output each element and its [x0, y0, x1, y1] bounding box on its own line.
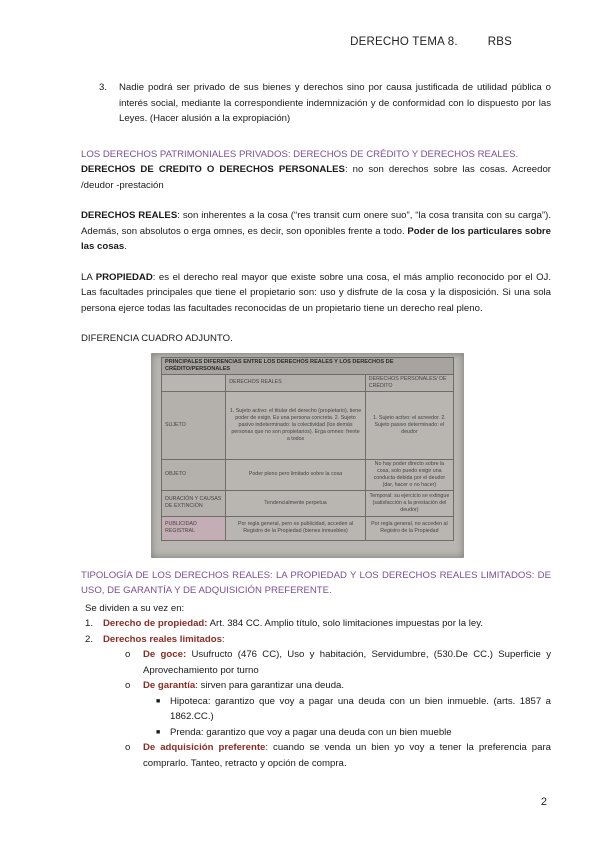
table-cell: No hay poder directo sobre la cosa, solo puedo exigir una conducta debida por el deudor (dar, hacer o no hacer)	[365, 459, 453, 490]
table-cell: 1. Sujeto activo: el titular del derecho (propietario), tiene poder de exigir. Es una persona concreta. 2. Sujeto pasivo indeterminado: la colectividad (los demás personas que no son propietarios). Erga omnes: frente a todos	[226, 391, 366, 459]
term-derechos-credito: DERECHOS DE CREDITO O DERECHOS PERSONALES	[81, 164, 345, 175]
text-adquisicion: : cuando se venda un bien yo voy a tener la preferencia para comprarlo. Tanteo, retracto y opción de compra.	[143, 742, 551, 769]
page-number: 2	[540, 796, 547, 808]
subsublist-item-hipoteca	[156, 694, 551, 725]
term-derechos-limitados: Derechos reales limitados	[103, 633, 222, 645]
comparison-table	[161, 357, 454, 541]
diferencia-label: DIFERENCIA CUADRO ADJUNTO.	[81, 333, 233, 344]
colon: :	[221, 633, 225, 645]
square-bullet-icon: ■	[156, 697, 161, 705]
text-garantia: : sirven para garantizar una deuda.	[195, 680, 345, 691]
term-goce: De goce:	[143, 649, 187, 660]
def-derechos-reales: : son inherentes a la cosa (“res transit cum onere suo”, “la cosa transita con su carga”). Además, son absolutos o erga omnes, es decir, son oponibles frente a todo.	[81, 210, 551, 237]
paragraph-derechos-credito	[81, 162, 551, 193]
sublist-item-goce	[125, 647, 551, 678]
list-item-derecho-propiedad	[85, 616, 551, 632]
term-derechos-reales: DERECHOS REALES	[81, 210, 178, 221]
table-col-header-real: DERECHOS REALES	[226, 374, 366, 391]
square-bullet-icon: ■	[156, 728, 161, 736]
def-derechos-credito: : no son derechos sobre las cosas. Acreedor /deudor -prestación	[81, 164, 551, 191]
text-derecho-propiedad: Art. 384 CC. Amplio título, solo limitaciones impuestas por la ley.	[207, 618, 483, 629]
table-cell: Por regla general, no acceden al Registro de la Propiedad	[365, 516, 453, 540]
paragraph-propiedad	[81, 270, 551, 317]
circle-bullet-icon: o	[125, 649, 131, 660]
text-hipoteca: Hipoteca: garantizo que voy a pagar una deuda con un bien inmueble. (arts. 1857 a 1862.CC.)	[170, 695, 551, 722]
table-cell: Tendencialmente perpetua	[226, 490, 366, 516]
comparison-table-image	[151, 353, 464, 558]
table-cell: Temporal: su ejercicio se extingue (satisfacción a la prestación del deudor)	[365, 490, 453, 516]
circle-bullet-icon: o	[125, 680, 131, 691]
document-body	[81, 80, 551, 771]
list-number: 3.	[99, 82, 108, 93]
table-corner	[162, 374, 226, 391]
subsublist-item-prenda	[156, 725, 551, 741]
term-derecho-propiedad: Derecho de propiedad:	[103, 618, 208, 629]
table-col-header-personal: DERECHOS PERSONALES/ DE CRÉDITO	[365, 374, 453, 391]
intro-se-dividen: Se dividen a su vez en:	[85, 602, 185, 614]
period: .	[124, 241, 127, 252]
header-title: DERECHO TEMA 8.	[350, 36, 458, 48]
table-cell: 1. Sujeto activo: el acreedor. 2. Sujeto pasivo determinado: el deudor	[365, 391, 453, 459]
paragraph-derechos-reales	[81, 208, 551, 255]
term-garantia: De garantía	[143, 680, 196, 691]
table-row-label: DURACIÓN Y CAUSAS DE EXTINCIÓN	[162, 490, 226, 516]
list-item-3	[99, 80, 551, 127]
table-row-label: PUBLICIDAD REGISTRAL	[162, 516, 226, 540]
text-goce: Usufructo (476 CC), Uso y habitación, Servidumbre, (530.De CC.) Superficie y Aprovechamiento por turno	[143, 649, 551, 676]
header-author: RBS	[487, 36, 512, 48]
section-heading-tipologia: TIPOLOGÍA DE LOS DERECHOS REALES: LA PROPIEDAD Y LOS DERECHOS REALES LIMITADOS: DE USO, DE GARANTÍA Y DE ADQUISICIÓN PREFERENTE.	[81, 569, 551, 596]
section-heading-derechos-patrimoniales: LOS DERECHOS PATRIMONIALES PRIVADOS: DERECHOS DE CRÉDITO Y DERECHOS REALES.	[81, 148, 519, 160]
circle-bullet-icon: o	[125, 742, 131, 753]
emphasis-poder-particulares: Poder de los particulares sobre las cosas	[81, 225, 551, 252]
list-number: 2.	[85, 633, 94, 645]
sublist-item-adquisicion	[125, 740, 551, 771]
table-cell: Poder pleno pero limitado sobre la cosa	[226, 459, 366, 490]
prop-prefix: LA	[81, 271, 96, 283]
text-prenda: Prenda: garantizo que voy a pagar una deuda con un bien mueble	[170, 726, 452, 738]
table-cell: Por regla general, pero es publicidad, acceden al Registro de la Propiedad (bienes inmuebles)	[226, 516, 366, 540]
table-row-label: OBJETO	[162, 459, 226, 490]
term-propiedad: PROPIEDAD	[95, 271, 153, 283]
list-item-derechos-limitados	[85, 632, 551, 648]
sublist-item-garantia	[125, 678, 551, 694]
table-row-label: SUJETO	[162, 391, 226, 459]
list-number: 1.	[85, 618, 94, 629]
def-propiedad: : es el derecho real mayor que existe sobre una cosa, el más amplio reconocido por el OJ. Las facultades principales que tiene el propietario son: uso y disfrute de la cosa y la disposición. Si una sola persona ejerce todas las facultades reconocidas de un propietario tiene un derecho real pleno.	[81, 271, 551, 314]
list-text: Nadie podrá ser privado de sus bienes y derechos sino por causa justificada de utilidad pública o interés social, mediante la correspondiente indemnización y de conformidad con lo dispuesto por las Leyes. (Hacer alusión a la expropiación)	[119, 82, 551, 124]
table-title: PRINCIPALES DIFERENCIAS ENTRE LOS DERECHOS REALES Y LOS DERECHOS DE CRÉDITO/PERSONALES	[162, 357, 454, 374]
page-header	[320, 36, 512, 48]
term-adquisicion: De adquisición preferente	[143, 742, 266, 753]
